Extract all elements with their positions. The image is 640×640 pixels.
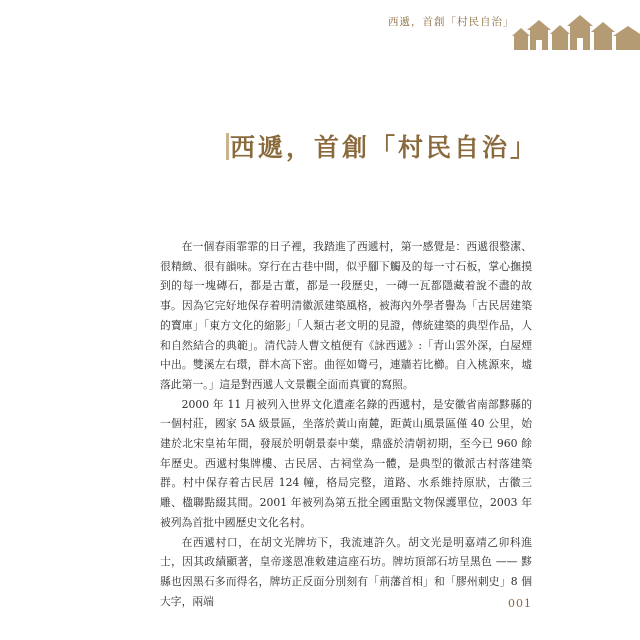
paragraph: 2000 年 11 月被列入世界文化遺產名錄的西遞村，是安徽省南部黟縣的一個村莊，國家 5A 級景區，坐落於黃山南麓，距黃山風景區僅 40 公里，始建於北宋皇祐年間，發展於明朝景泰中葉，鼎盛於清朝初期，至今已 960 餘年歷史。西遞村集牌樓、古民居、古祠堂為一體，是典型的徽派古村落建築群。村中保存着古民居 124 幢，格局完整，道路、水系維持原狀，古徽三雕、楹聯點綴其間。2001 年被列為第五批全國重點文物保護單位，2003 年被列為首批中國歷史文化名村。 <box>160 397 532 529</box>
page-number: 001 <box>508 597 532 610</box>
running-head: 西遞，首創「村民自治」 <box>388 16 515 28</box>
title-rule <box>226 133 229 160</box>
paragraph: 在一個春雨霏霏的日子裡，我踏進了西遞村，第一感覺是：西遞很整潔、很精緻、很有韻味。穿行在古巷中間，似乎腳下觸及的每一寸石板，掌心撫摸到的每一塊磚石，都是古董，都是一段歷史，一磚一瓦都隱藏着說不盡的故事。因為它完好地保存着明清徽派建築風格，被海內外學者譽為「古民居建築的寶庫」「東方文化的縮影」「人類古老文明的見證，傳統建築的典型作品，人和自然結合的典範」。清代詩人曹文植便有《詠西遞》:「青山雲外深，白屋煙中出。雙溪左右環，群木高下密。曲徑如彎弓，連牆若比櫛。自入桃源來，墟落此第一。」這是對西遞人文景觀全面而真實的寫照。 <box>160 240 532 391</box>
chapter-title: 西遞，首創「村民自治」 <box>230 133 539 162</box>
village-skyline-illustration <box>512 6 640 54</box>
paragraph: 在西遞村口，在胡文光牌坊下，我流連許久。胡文光是明嘉靖乙卯科進士，因其政績顯著，皇帝遂恩准敕建這座石坊。牌坊頂部石坊呈黑色 —— 黟縣也因黑石多而得名，牌坊正反面分別刻有「荊藩首相」和「膠州刺史」8 個大字，兩端 <box>160 535 532 608</box>
body-text <box>160 237 532 611</box>
